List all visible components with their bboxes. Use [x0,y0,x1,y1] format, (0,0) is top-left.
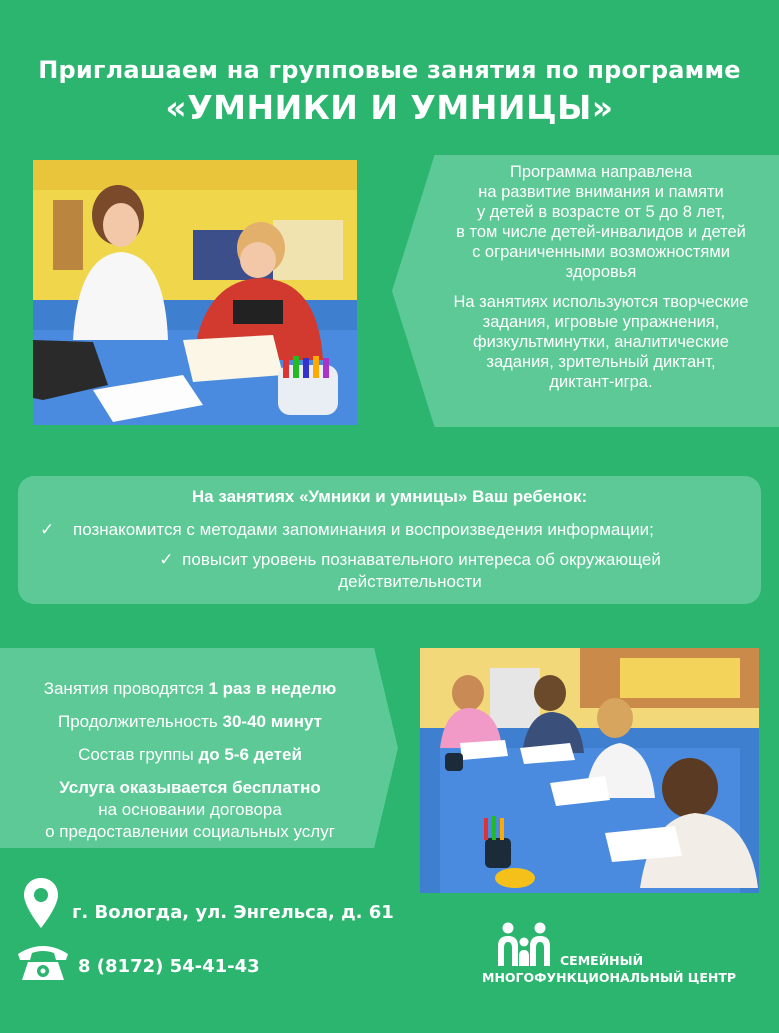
duration: Продолжительность 30-40 минут [57,712,323,731]
benefit-item-2: ✓ повысит уровень познавательного интереса об окружающей действительности [159,550,661,591]
benefit-item-1: ✓ познакомится с методами запоминания и воспроизведения информации; [40,520,654,539]
address: г. Вологда, ул. Энгельса, д. 61 [72,902,394,923]
logo-text-line2: МНОГОФУНКЦИОНАЛЬНЫЙ ЦЕНТР [482,970,737,985]
checkmark-icon: ✓ [159,550,174,569]
frequency: Занятия проводятся 1 раз в неделю [43,679,337,698]
phone-number: 8 (8172) 54-41-43 [78,956,260,977]
program-paragraph-2: На занятиях используются творческие задания, игровые упражнения, физкультминутки, аналитические задания, зрительный диктант, диктант-игра. [453,293,749,391]
program-description [425,162,777,402]
group-size: Состав группы до 5-6 детей [78,745,302,764]
schedule-info [0,678,380,843]
telephone-icon [16,942,70,982]
family-center-logo-icon [492,920,556,968]
classroom-photo-1 [33,160,357,425]
program-paragraph-1: Программа направлена на развитие внимания и памяти у детей в возрасте от 5 до 8 лет, в том числе детей-инвалидов и детей с ограниченными возможностями здоровья [456,163,746,281]
benefits-heading: На занятиях «Умники и умницы» Ваш ребенок: [191,487,588,506]
program-name: «УМНИКИ И УМНИЦЫ» [165,88,614,127]
classroom-photo-2 [420,648,759,893]
location-pin-icon [24,878,58,928]
service-basis-line1: на основании договора [98,800,282,819]
page-title-line1: Приглашаем на групповые занятия по программе [38,56,741,84]
logo-text-line1: СЕМЕЙНЫЙ [560,953,644,968]
service-basis-line2: о предоставлении социальных услуг [45,822,335,841]
free-service: Услуга оказывается бесплатно [59,778,321,797]
checkmark-icon: ✓ [40,520,55,539]
